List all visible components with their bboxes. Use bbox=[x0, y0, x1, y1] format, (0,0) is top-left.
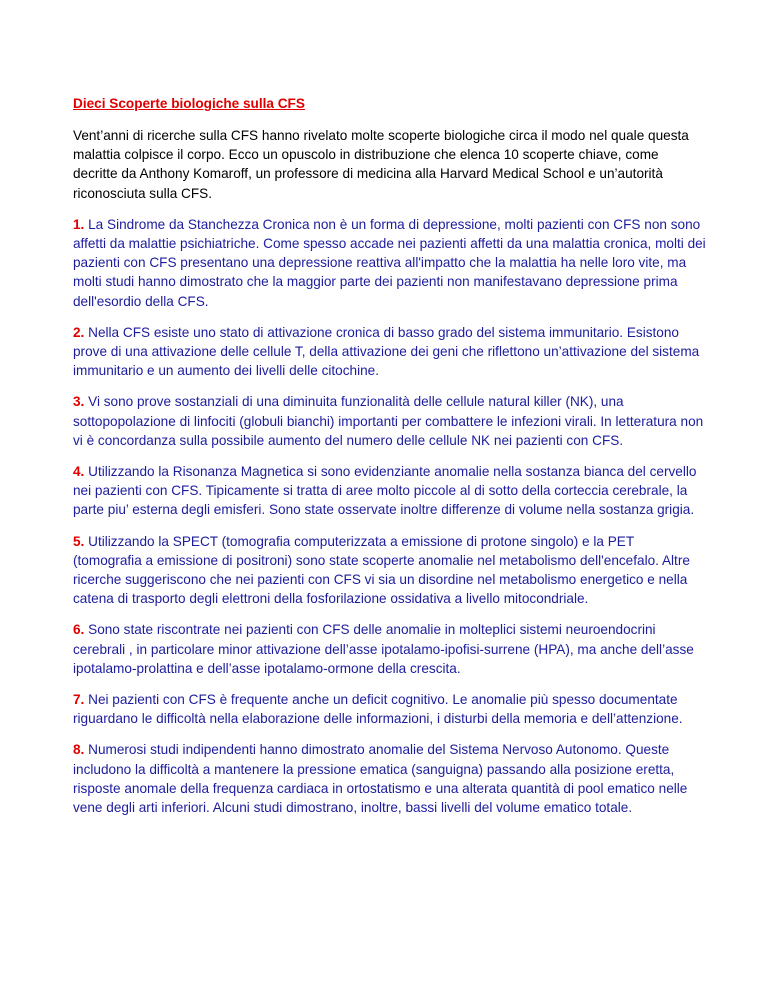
intro-paragraph: Vent’anni di ricerche sulla CFS hanno rivelato molte scoperte biologiche circa il modo nel quale questa malattia colpisce il corpo. Ecco un opuscolo in distribuzione che elenca 10 scoperte chiave, come decritte da Anthony Komaroff, un professore di medicina alla Harvard Medical School e un’autorità riconosciuta sulla CFS. bbox=[73, 128, 689, 201]
finding-paragraph-3 bbox=[73, 392, 706, 450]
finding-number: 3. bbox=[73, 394, 85, 410]
document-title: Dieci Scoperte biologiche sulla CFS bbox=[73, 96, 305, 111]
finding-paragraph-5 bbox=[73, 532, 706, 609]
finding-paragraph-8 bbox=[73, 740, 706, 817]
finding-text: Utilizzando la Risonanza Magnetica si sono evidenziante anomalie nella sostanza bianca del cervello nei pazienti con CFS. Tipicamente si tratta di aree molto piccole al di sotto della corteccia cerebrale, la parte piu’ esterna degli emisferi. Sono state osservate inoltre differenze di volume nella sostanza grigia. bbox=[73, 464, 697, 518]
finding-number: 6. bbox=[73, 622, 85, 638]
finding-paragraph-2 bbox=[73, 323, 706, 381]
finding-number: 1. bbox=[73, 216, 85, 232]
finding-paragraph-1 bbox=[73, 215, 706, 311]
finding-text: Utilizzando la SPECT (tomografia computerizzata a emissione di protone singolo) e la PET (tomografia a emissione di positroni) sono state scoperte anomalie nel metabolismo dell'encefalo. Altre ricerche suggeriscono che nei pazienti con CFS vi sia un disordine nel metabolismo energetico e nella catena di trasporto degli elettroni della fosforilazione ossidativa a livello mitocondriale. bbox=[73, 533, 690, 607]
finding-text: Numerosi studi indipendenti hanno dimostrato anomalie del Sistema Nervoso Autonomo. Queste includono la difficoltà a mantenere la pressione ematica (sanguigna) passando alla posizione eretta, risposte anomale della frequenza cardiaca in ortostatismo e una alterata quantità di pool ematico nelle vene degli arti inferiori. Alcuni studi dimostrano, inoltre, bassi livelli del volume ematico totale. bbox=[73, 742, 688, 816]
finding-number: 7. bbox=[73, 692, 85, 708]
finding-text: La Sindrome da Stanchezza Cronica non è un forma di depressione, molti pazienti con CFS non sono affetti da malattie psichiatriche. Come spesso accade nei pazienti affetti da una malattia cronica, molti dei pazienti con CFS presentano una depressione reattiva all'impatto che la malattia ha nelle loro vite, ma molti studi hanno dimostrato che la maggior parte dei pazienti non manifestavano depressione prima dell'esordio della CFS. bbox=[73, 216, 706, 309]
finding-number: 5. bbox=[73, 533, 85, 549]
finding-number: 8. bbox=[73, 742, 85, 758]
finding-text: Nei pazienti con CFS è frequente anche un deficit cognitivo. Le anomalie più spesso documentate riguardano le difficoltà nella elaborazione delle informazioni, i disturbi della memoria e dell’attenzione. bbox=[73, 692, 683, 727]
finding-paragraph-7 bbox=[73, 690, 706, 728]
finding-text: Nella CFS esiste uno stato di attivazione cronica di basso grado del sistema immunitario. Esistono prove di una attivazione delle cellule T, della attivazione dei geni che riflettono un’attivazione del sistema immunitario e un aumento dei livelli delle citochine. bbox=[73, 324, 700, 379]
finding-text: Vi sono prove sostanziali di una diminuita funzionalità delle cellule natural killer (NK), una sottopopolazione di linfociti (globuli bianchi) importanti per combattere le infezioni virali. In letteratura non vi è concordanza sulla possibile aumento del numero delle cellule NK nei pazienti con CFS. bbox=[73, 394, 704, 448]
finding-paragraph-6 bbox=[73, 620, 706, 678]
finding-text: Sono state riscontrate nei pazienti con CFS delle anomalie in molteplici sistemi neuroendocrini cerebrali , in particolare minor attivazione dell’asse ipotalamo-ipofisi-surrene (HPA), ma anche dell’asse ipotalamo-prolattina e dell’asse ipotalamo-ormone della crescita. bbox=[73, 622, 694, 676]
finding-number: 2. bbox=[73, 324, 85, 340]
finding-number: 4. bbox=[73, 464, 85, 480]
finding-paragraph-4 bbox=[73, 462, 706, 520]
